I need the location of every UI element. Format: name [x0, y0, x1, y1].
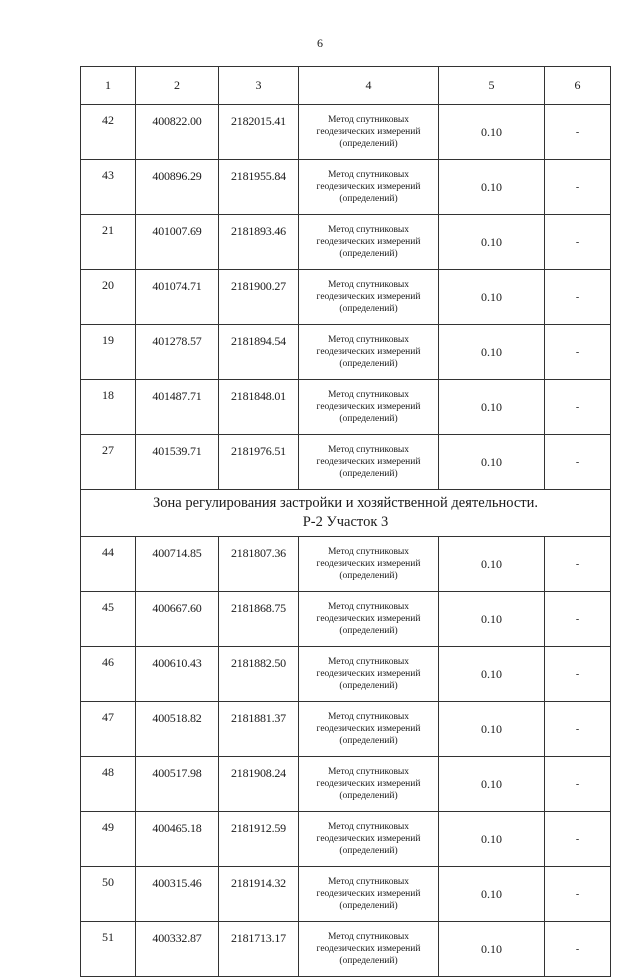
method-line: геодезических измерений	[316, 724, 421, 734]
point-number-cell: 47	[81, 702, 136, 757]
accuracy-cell: 0.10	[439, 757, 545, 812]
y-coordinate-cell: 2181807.36	[219, 537, 299, 592]
y-coordinate-cell: 2181848.01	[219, 380, 299, 435]
method-line: геодезических измерений	[316, 559, 421, 569]
accuracy-cell: 0.10	[439, 380, 545, 435]
method-line: (определений)	[339, 626, 398, 636]
column-header: 4	[299, 67, 439, 105]
method-line: Метод спутниковых	[327, 822, 410, 832]
method-cell	[299, 160, 439, 215]
method-cell	[299, 270, 439, 325]
accuracy-cell: 0.10	[439, 105, 545, 160]
method-line: (определений)	[339, 571, 398, 581]
method-cell	[299, 757, 439, 812]
note-cell: -	[545, 702, 611, 757]
point-number-cell: 21	[81, 215, 136, 270]
point-number-cell: 44	[81, 537, 136, 592]
y-coordinate-cell: 2181882.50	[219, 647, 299, 702]
method-line: геодезических измерений	[316, 834, 421, 844]
note-cell: -	[545, 592, 611, 647]
y-coordinate-cell: 2181955.84	[219, 160, 299, 215]
method-line: (определений)	[339, 791, 398, 801]
method-line: (определений)	[339, 736, 398, 746]
zone-title-row	[81, 490, 611, 537]
method-line: (определений)	[339, 469, 398, 479]
note-cell: -	[545, 325, 611, 380]
table-row	[81, 380, 611, 435]
point-number-cell: 51	[81, 922, 136, 977]
method-cell	[299, 537, 439, 592]
method-line: геодезических измерений	[316, 779, 421, 789]
zone-title-line: Р-2 Участок 3	[302, 514, 389, 530]
x-coordinate-cell: 400896.29	[136, 160, 219, 215]
note-cell: -	[545, 867, 611, 922]
x-coordinate-cell: 400517.98	[136, 757, 219, 812]
note-cell: -	[545, 922, 611, 977]
y-coordinate-cell: 2182015.41	[219, 105, 299, 160]
accuracy-cell: 0.10	[439, 812, 545, 867]
method-line: (определений)	[339, 846, 398, 856]
method-line: (определений)	[339, 956, 398, 966]
method-line: Метод спутниковых	[327, 932, 410, 942]
method-line: геодезических измерений	[316, 182, 421, 192]
note-cell: -	[545, 757, 611, 812]
method-line: геодезических измерений	[316, 889, 421, 899]
table-row	[81, 105, 611, 160]
x-coordinate-cell: 400714.85	[136, 537, 219, 592]
x-coordinate-cell: 400822.00	[136, 105, 219, 160]
method-cell	[299, 647, 439, 702]
column-header: 2	[136, 67, 219, 105]
method-line: геодезических измерений	[316, 292, 421, 302]
x-coordinate-cell: 400667.60	[136, 592, 219, 647]
accuracy-cell: 0.10	[439, 647, 545, 702]
table-row	[81, 270, 611, 325]
method-line: геодезических измерений	[316, 614, 421, 624]
accuracy-cell: 0.10	[439, 867, 545, 922]
method-line: Метод спутниковых	[327, 280, 410, 290]
table-row	[81, 702, 611, 757]
table-row	[81, 922, 611, 977]
page-number: 6	[317, 36, 323, 50]
method-line: геодезических измерений	[316, 347, 421, 357]
point-number-cell: 50	[81, 867, 136, 922]
point-number-cell: 42	[81, 105, 136, 160]
y-coordinate-cell: 2181900.27	[219, 270, 299, 325]
x-coordinate-cell: 400465.18	[136, 812, 219, 867]
method-line: геодезических измерений	[316, 457, 421, 467]
accuracy-cell: 0.10	[439, 215, 545, 270]
method-line: Метод спутниковых	[327, 115, 410, 125]
method-line: геодезических измерений	[316, 944, 421, 954]
table-row	[81, 435, 611, 490]
note-cell: -	[545, 435, 611, 490]
note-cell: -	[545, 812, 611, 867]
method-cell	[299, 380, 439, 435]
method-line: (определений)	[339, 304, 398, 314]
x-coordinate-cell: 400610.43	[136, 647, 219, 702]
method-cell	[299, 105, 439, 160]
point-number-cell: 20	[81, 270, 136, 325]
method-cell	[299, 812, 439, 867]
method-line: Метод спутниковых	[327, 445, 410, 455]
accuracy-cell: 0.10	[439, 702, 545, 757]
table-row	[81, 867, 611, 922]
y-coordinate-cell: 2181868.75	[219, 592, 299, 647]
table-row	[81, 215, 611, 270]
method-cell	[299, 325, 439, 380]
table-row	[81, 592, 611, 647]
x-coordinate-cell: 400332.87	[136, 922, 219, 977]
method-line: Метод спутниковых	[327, 712, 410, 722]
table-row	[81, 647, 611, 702]
point-number-cell: 18	[81, 380, 136, 435]
note-cell: -	[545, 380, 611, 435]
method-line: (определений)	[339, 139, 398, 149]
column-header: 1	[81, 67, 136, 105]
point-number-cell: 43	[81, 160, 136, 215]
method-line: Метод спутниковых	[327, 602, 410, 612]
note-cell: -	[545, 537, 611, 592]
method-line: (определений)	[339, 359, 398, 369]
method-line: Метод спутниковых	[327, 767, 410, 777]
x-coordinate-cell: 401007.69	[136, 215, 219, 270]
point-number-cell: 46	[81, 647, 136, 702]
x-coordinate-cell: 401278.57	[136, 325, 219, 380]
column-header: 6	[545, 67, 611, 105]
point-number-cell: 27	[81, 435, 136, 490]
table-row	[81, 757, 611, 812]
point-number-cell: 45	[81, 592, 136, 647]
point-number-cell: 49	[81, 812, 136, 867]
note-cell: -	[545, 647, 611, 702]
method-line: геодезических измерений	[316, 237, 421, 247]
method-line: Метод спутниковых	[327, 547, 410, 557]
column-header: 3	[219, 67, 299, 105]
table-row	[81, 325, 611, 380]
method-line: геодезических измерений	[316, 402, 421, 412]
accuracy-cell: 0.10	[439, 435, 545, 490]
method-line: (определений)	[339, 681, 398, 691]
y-coordinate-cell: 2181914.32	[219, 867, 299, 922]
x-coordinate-cell: 401539.71	[136, 435, 219, 490]
note-cell: -	[545, 270, 611, 325]
method-line: (определений)	[339, 414, 398, 424]
zone-title	[81, 490, 611, 537]
x-coordinate-cell: 401487.71	[136, 380, 219, 435]
method-line: геодезических измерений	[316, 669, 421, 679]
y-coordinate-cell: 2181713.17	[219, 922, 299, 977]
accuracy-cell: 0.10	[439, 592, 545, 647]
method-line: (определений)	[339, 901, 398, 911]
y-coordinate-cell: 2181894.54	[219, 325, 299, 380]
y-coordinate-cell: 2181881.37	[219, 702, 299, 757]
table-row	[81, 160, 611, 215]
method-cell	[299, 867, 439, 922]
point-number-cell: 48	[81, 757, 136, 812]
column-header: 5	[439, 67, 545, 105]
method-line: Метод спутниковых	[327, 657, 410, 667]
method-cell	[299, 922, 439, 977]
method-line: Метод спутниковых	[327, 877, 410, 887]
method-line: геодезических измерений	[316, 127, 421, 137]
point-number-cell: 19	[81, 325, 136, 380]
method-line: (определений)	[339, 249, 398, 259]
note-cell: -	[545, 160, 611, 215]
zone-title-line: Зона регулирования застройки и хозяйственной деятельности.	[152, 495, 539, 511]
note-cell: -	[545, 215, 611, 270]
note-cell: -	[545, 105, 611, 160]
coordinates-table	[80, 66, 611, 977]
accuracy-cell: 0.10	[439, 160, 545, 215]
y-coordinate-cell: 2181976.51	[219, 435, 299, 490]
y-coordinate-cell: 2181912.59	[219, 812, 299, 867]
table-row	[81, 812, 611, 867]
accuracy-cell: 0.10	[439, 325, 545, 380]
method-cell	[299, 702, 439, 757]
x-coordinate-cell: 400315.46	[136, 867, 219, 922]
x-coordinate-cell: 401074.71	[136, 270, 219, 325]
table-row	[81, 537, 611, 592]
method-line: Метод спутниковых	[327, 170, 410, 180]
method-line: (определений)	[339, 194, 398, 204]
method-line: Метод спутниковых	[327, 225, 410, 235]
y-coordinate-cell: 2181908.24	[219, 757, 299, 812]
method-line: Метод спутниковых	[327, 390, 410, 400]
method-cell	[299, 435, 439, 490]
header-row	[81, 67, 611, 105]
y-coordinate-cell: 2181893.46	[219, 215, 299, 270]
method-cell	[299, 215, 439, 270]
x-coordinate-cell: 400518.82	[136, 702, 219, 757]
accuracy-cell: 0.10	[439, 537, 545, 592]
method-line: Метод спутниковых	[327, 335, 410, 345]
method-cell	[299, 592, 439, 647]
accuracy-cell: 0.10	[439, 270, 545, 325]
accuracy-cell: 0.10	[439, 922, 545, 977]
